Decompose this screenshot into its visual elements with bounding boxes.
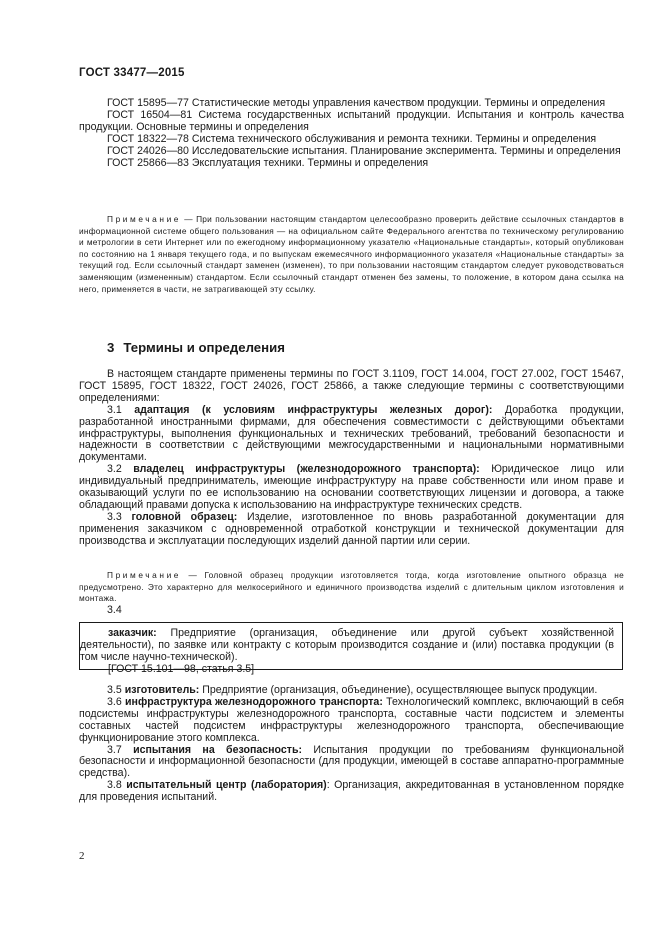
- term-3-8: 3.8 испытательный центр (лаборатория): Организация, аккредитованная в установленном порядке для проведения испытаний.: [79, 779, 624, 804]
- page-header: ГОСТ 33477—2015: [79, 67, 185, 79]
- note-label: Примечание: [107, 570, 182, 580]
- term-3-3: 3.3 головной образец: Изделие, изготовленное по вновь разработанной документации для применения заказчиком с одновременной отработкой конструкции и технической документации для производства и эксплуатации последующих изделий данной партии или серии.: [79, 510, 624, 547]
- reference-item: ГОСТ 24026—80 Исследовательские испытания. Планирование эксперимента. Термины и определения: [107, 144, 621, 157]
- term-3-4: 3.4: [107, 604, 122, 616]
- reference-item: ГОСТ 18322—78 Система технического обслуживания и ремонта техники. Термины и определения: [107, 132, 597, 145]
- term-3-7: 3.7 испытания на безопасность: Испытания продукции по требованиям функциональной безопасности и информационной безопасности (для продукции, имеющей в составе аппаратно-программные средства).: [79, 743, 625, 780]
- note-label: Примечание: [107, 214, 182, 224]
- note-block-2: [79, 570, 624, 605]
- term-3-5: 3.5 изготовитель: Предприятие (организация, объединение), осуществляющее выпуск продукции.: [107, 684, 598, 696]
- box-definition: заказчик: Предприятие (организация, объединение или другой субъект хозяйственной деятельности), по заявке или контракту с которым производится создание и (или) поставка продукции (в том числе научно-технической).: [80, 627, 614, 663]
- quoted-definition-box: [79, 622, 623, 675]
- reference-item: ГОСТ 25866—83 Эксплуатация техники. Термины и определения: [107, 156, 429, 169]
- terms-block-1: [79, 369, 624, 548]
- note-block: [79, 214, 624, 295]
- terms-block-2: [79, 685, 624, 804]
- term-3-6: 3.6 инфраструктура железнодорожного транспорта: Технологический комплекс, включающий в себя подсистемы инфраструктуры железнодорожного транспорта, составные части подсистем и элементы составных частей подсистем инфраструктуры железнодорожного транспорта, обеспечивающие функционирование этого комплекса.: [79, 695, 624, 744]
- term-3-2: 3.2 владелец инфраструктуры (железнодорожного транспорта): Юридическое лицо или индивидуальный предприниматель, имеющие инфраструктуру на праве собственности или ином праве и оказывающий услуги по ее использованию на основании соответствующих лицензии и договора, а также обладающий правами допуска к использованию на инфраструктуре технических средств.: [79, 463, 624, 511]
- box-reference: [ГОСТ 15.101—98, статья 3.5]: [108, 662, 255, 675]
- term-3-1: 3.1 адаптация (к условиям инфраструктуры железных дорог): Доработка продукции, разработанной иностранными фирмами, для обеспечения совместимости с действующими объектами инфраструктуры, выполнения функциональных и технических требований, требований безопасности и надежности в соответствии с действующими межгосударственными и национальными нормативными документами.: [79, 403, 624, 464]
- intro-paragraph: В настоящем стандарте применены термины по ГОСТ 3.1109, ГОСТ 14.004, ГОСТ 27.002, ГОСТ 15467, ГОСТ 15895, ГОСТ 18322, ГОСТ 24026, ГОСТ 25866, а также следующие термины с соответствующими определениями:: [79, 368, 624, 404]
- page-number: 2: [79, 850, 85, 862]
- section-heading: 3 Термины и определения: [107, 340, 285, 355]
- note-paragraph: Примечание — При пользовании настоящим стандартом целесообразно проверить действие ссылочных стандартов в информационной системе общего пользования — на официальном сайте Федерального агентства по техническому регулированию и метрологии в сети Интернет или по ежегодному информационному указателю «Национальные стандарты», который опубликован по состоянию на 1 января текущего года, и по выпускам ежемесячного информационного указателя «Национальные стандарты» за текущий год. Если ссылочный стандарт заменен (изменен), то при пользовании настоящим стандартом следует руководствоваться заменяющим (измененным) стандартом. Если ссылочный стандарт отменен без замены, то положение, в котором дана ссылка на него, применяется в части, не затрагивающей эту ссылку.: [79, 214, 624, 294]
- references-list: [79, 98, 624, 169]
- reference-item: ГОСТ 15895—77 Статистические методы управления качеством продукции. Термины и определения: [107, 97, 606, 109]
- note-paragraph: Примечание — Головной образец продукции изготовляется тогда, когда изготовление опытного образца не предусмотрено. Это характерно для мелкосерийного и единичного производства изделий с длительным циклом изготовления и монтажа.: [79, 570, 625, 604]
- reference-item: ГОСТ 16504—81 Система государственных испытаний продукции. Испытания и контроль качества продукции. Основные термины и определения: [79, 108, 624, 133]
